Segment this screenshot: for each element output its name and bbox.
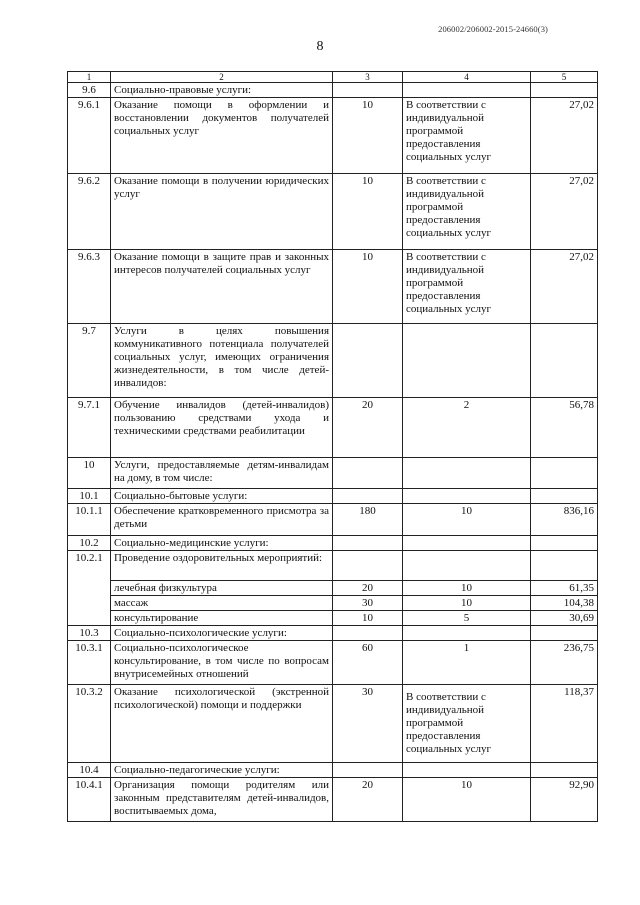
row-note: В соответствии с индивидуальной программой предоставления социальных услуг <box>403 250 531 324</box>
row-qty <box>333 458 403 489</box>
row-qty: 10 <box>333 174 403 250</box>
table-row <box>68 763 598 778</box>
row-note <box>403 83 531 98</box>
row-code: 10.3.1 <box>68 641 111 685</box>
row-note: 5 <box>403 611 531 626</box>
column-number: 3 <box>333 72 403 83</box>
row-note <box>403 489 531 504</box>
table-row <box>68 98 598 174</box>
row-price: 56,78 <box>531 398 598 458</box>
table-row <box>68 398 598 458</box>
table-row <box>68 685 598 763</box>
row-text: Социально-психологические услуги: <box>111 626 333 641</box>
table-row <box>68 489 598 504</box>
row-text: Социально-правовые услуги: <box>111 83 333 98</box>
row-code: 9.6.1 <box>68 98 111 174</box>
row-text: массаж <box>111 596 333 611</box>
row-qty: 60 <box>333 641 403 685</box>
row-note: 10 <box>403 504 531 536</box>
row-text: Социально-медицинские услуги: <box>111 536 333 551</box>
document-code: 206002/206002-2015-24660(3) <box>438 24 548 34</box>
row-note <box>403 458 531 489</box>
row-text: Услуги, предоставляемые детям-инвалидам на дому, в том числе: <box>111 458 333 489</box>
row-price: 27,02 <box>531 98 598 174</box>
row-code: 10.4 <box>68 763 111 778</box>
row-price <box>531 83 598 98</box>
row-text: Социально-педагогические услуги: <box>111 763 333 778</box>
page-number: 8 <box>316 39 324 54</box>
row-text: Обучение инвалидов (детей-инвалидов) пользованию средствами ухода и техническими средствами реабилитации <box>111 398 333 458</box>
row-text: консультирование <box>111 611 333 626</box>
column-number: 2 <box>111 72 333 83</box>
row-note: 1 <box>403 641 531 685</box>
table-row <box>68 626 598 641</box>
table-row <box>68 641 598 685</box>
row-text: Оказание помощи в защите прав и законных интересов получателей социальных услуг <box>111 250 333 324</box>
row-code: 9.6.2 <box>68 174 111 250</box>
row-qty <box>333 83 403 98</box>
row-qty: 20 <box>333 398 403 458</box>
row-price <box>531 489 598 504</box>
column-number: 4 <box>403 72 531 83</box>
row-code: 10 <box>68 458 111 489</box>
row-price <box>531 324 598 398</box>
services-table <box>67 71 598 822</box>
table-row <box>68 504 598 536</box>
row-code: 10.1 <box>68 489 111 504</box>
row-note: 10 <box>403 596 531 611</box>
row-code: 9.6 <box>68 83 111 98</box>
table-row <box>68 536 598 551</box>
table-row <box>68 174 598 250</box>
table-row <box>68 551 598 581</box>
column-number: 1 <box>68 72 111 83</box>
row-price <box>531 551 598 581</box>
row-code: 10.2.1 <box>68 551 111 626</box>
row-price: 27,02 <box>531 250 598 324</box>
row-note <box>403 763 531 778</box>
row-text: Социально-бытовые услуги: <box>111 489 333 504</box>
row-price: 236,75 <box>531 641 598 685</box>
row-text: Услуги в целях повышения коммуникативного потенциала получателей социальных услуг, имеющих ограничения жизнедеятельности, в том числе детей-инвалидов: <box>111 324 333 398</box>
row-qty: 30 <box>333 596 403 611</box>
row-price: 30,69 <box>531 611 598 626</box>
row-text: Социально-психологическое консультирование, в том числе по вопросам внутрисемейных отношений <box>111 641 333 685</box>
row-text: лечебная физкультура <box>111 581 333 596</box>
row-price <box>531 626 598 641</box>
column-number: 5 <box>531 72 598 83</box>
row-text: Оказание помощи в получении юридических услуг <box>111 174 333 250</box>
row-code: 10.1.1 <box>68 504 111 536</box>
row-note <box>403 536 531 551</box>
row-price: 836,16 <box>531 504 598 536</box>
row-qty: 10 <box>333 98 403 174</box>
row-qty <box>333 551 403 581</box>
table-row <box>68 596 598 611</box>
row-price: 92,90 <box>531 778 598 822</box>
row-note: В соответствии с индивидуальной программой предоставления социальных услуг <box>403 98 531 174</box>
row-code: 10.3.2 <box>68 685 111 763</box>
table-row <box>68 611 598 626</box>
row-note <box>403 551 531 581</box>
row-code: 10.2 <box>68 536 111 551</box>
row-note: 2 <box>403 398 531 458</box>
row-code: 10.3 <box>68 626 111 641</box>
table-row <box>68 324 598 398</box>
row-qty: 10 <box>333 250 403 324</box>
table-row <box>68 778 598 822</box>
row-note: 10 <box>403 581 531 596</box>
row-qty: 20 <box>333 778 403 822</box>
row-price <box>531 536 598 551</box>
row-qty: 10 <box>333 611 403 626</box>
row-text: Обеспечение кратковременного присмотра за детьми <box>111 504 333 536</box>
row-price <box>531 458 598 489</box>
row-price: 118,37 <box>531 685 598 763</box>
row-text: Проведение оздоровительных мероприятий: <box>111 551 333 581</box>
row-qty: 30 <box>333 685 403 763</box>
table-row <box>68 458 598 489</box>
table-row <box>68 83 598 98</box>
row-note: В соответствии с индивидуальной программой предоставления социальных услуг <box>403 685 531 763</box>
row-qty: 20 <box>333 581 403 596</box>
row-note: В соответствии с индивидуальной программой предоставления социальных услуг <box>403 174 531 250</box>
row-qty <box>333 763 403 778</box>
row-qty: 180 <box>333 504 403 536</box>
row-text: Оказание психологической (экстренной психологической) помощи и поддержки <box>111 685 333 763</box>
row-price: 27,02 <box>531 174 598 250</box>
row-price: 61,35 <box>531 581 598 596</box>
row-code: 10.4.1 <box>68 778 111 822</box>
row-price <box>531 763 598 778</box>
table-row <box>68 581 598 596</box>
row-note <box>403 626 531 641</box>
row-price: 104,38 <box>531 596 598 611</box>
row-note: 10 <box>403 778 531 822</box>
table-row <box>68 250 598 324</box>
row-code: 9.7.1 <box>68 398 111 458</box>
row-qty <box>333 324 403 398</box>
row-qty <box>333 489 403 504</box>
row-text: Оказание помощи в оформлении и восстановлении документов получателей социальных услуг <box>111 98 333 174</box>
row-text: Организация помощи родителям или законным представителям детей-инвалидов, воспитываемых дома, <box>111 778 333 822</box>
column-number-row <box>68 72 598 83</box>
row-note <box>403 324 531 398</box>
row-qty <box>333 626 403 641</box>
row-code: 9.7 <box>68 324 111 398</box>
row-code: 9.6.3 <box>68 250 111 324</box>
row-qty <box>333 536 403 551</box>
